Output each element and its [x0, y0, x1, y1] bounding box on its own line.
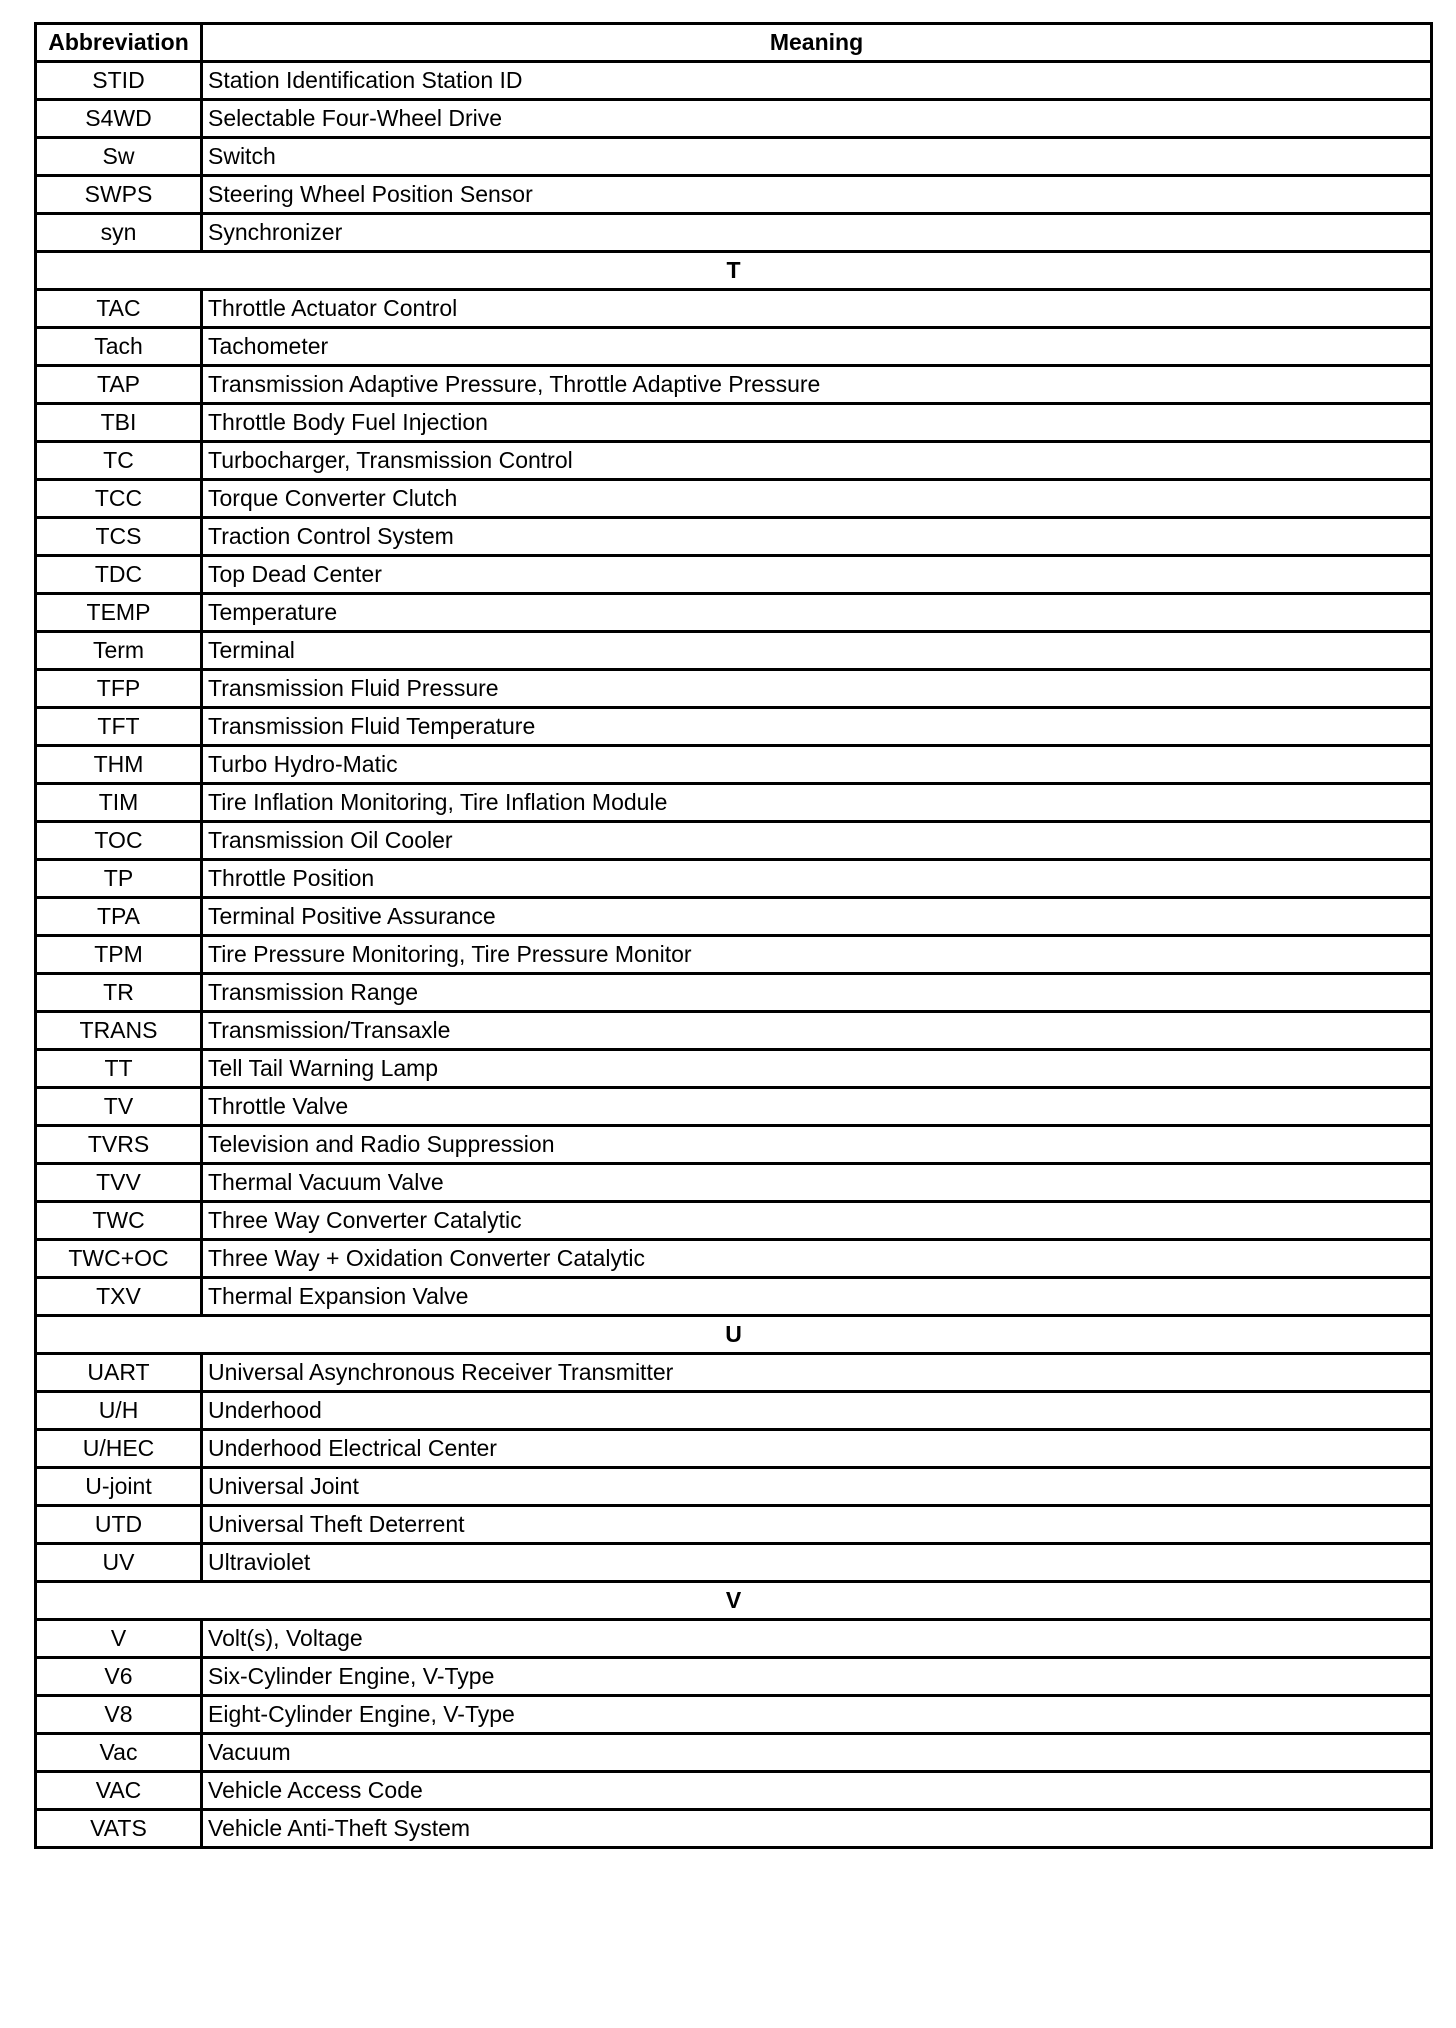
section-letter: T	[36, 252, 1432, 290]
abbreviation-cell: TFP	[36, 670, 202, 708]
abbreviation-cell: TPA	[36, 898, 202, 936]
abbreviation-cell: TPM	[36, 936, 202, 974]
meaning-cell: Universal Theft Deterrent	[202, 1506, 1432, 1544]
table-row	[36, 62, 1432, 100]
meaning-cell: Eight-Cylinder Engine, V-Type	[202, 1696, 1432, 1734]
meaning-cell: Vehicle Access Code	[202, 1772, 1432, 1810]
table-row	[36, 1468, 1432, 1506]
abbreviation-cell: Sw	[36, 138, 202, 176]
meaning-cell: Turbocharger, Transmission Control	[202, 442, 1432, 480]
table-row	[36, 670, 1432, 708]
abbreviation-cell: U/HEC	[36, 1430, 202, 1468]
table-row	[36, 366, 1432, 404]
meaning-cell: Thermal Expansion Valve	[202, 1278, 1432, 1316]
table-row	[36, 518, 1432, 556]
meaning-cell: Tire Pressure Monitoring, Tire Pressure Monitor	[202, 936, 1432, 974]
abbreviation-cell: TCS	[36, 518, 202, 556]
meaning-cell: Ultraviolet	[202, 1544, 1432, 1582]
meaning-cell: Underhood Electrical Center	[202, 1430, 1432, 1468]
abbreviation-cell: TDC	[36, 556, 202, 594]
table-row	[36, 822, 1432, 860]
section-letter: U	[36, 1316, 1432, 1354]
table-row	[36, 1278, 1432, 1316]
abbreviation-cell: TR	[36, 974, 202, 1012]
abbreviation-cell: V8	[36, 1696, 202, 1734]
meaning-cell: Six-Cylinder Engine, V-Type	[202, 1658, 1432, 1696]
meaning-cell: Transmission/Transaxle	[202, 1012, 1432, 1050]
meaning-cell: Tire Inflation Monitoring, Tire Inflation Module	[202, 784, 1432, 822]
abbreviation-cell: U-joint	[36, 1468, 202, 1506]
abbreviation-cell: TIM	[36, 784, 202, 822]
meaning-cell: Transmission Adaptive Pressure, Throttle Adaptive Pressure	[202, 366, 1432, 404]
table-header	[36, 24, 1432, 62]
table-row	[36, 290, 1432, 328]
table-row	[36, 632, 1432, 670]
table-row	[36, 138, 1432, 176]
abbreviation-cell: TAC	[36, 290, 202, 328]
meaning-cell: Steering Wheel Position Sensor	[202, 176, 1432, 214]
abbreviation-cell: TWC+OC	[36, 1240, 202, 1278]
header-row	[36, 24, 1432, 62]
abbreviation-cell: TXV	[36, 1278, 202, 1316]
meaning-cell: Terminal	[202, 632, 1432, 670]
abbreviation-cell: TRANS	[36, 1012, 202, 1050]
meaning-cell: Top Dead Center	[202, 556, 1432, 594]
meaning-cell: Three Way + Oxidation Converter Catalytic	[202, 1240, 1432, 1278]
abbreviation-cell: TVV	[36, 1164, 202, 1202]
abbreviation-cell: TT	[36, 1050, 202, 1088]
table-row	[36, 404, 1432, 442]
table-row	[36, 1734, 1432, 1772]
table-row	[36, 328, 1432, 366]
meaning-cell: Switch	[202, 138, 1432, 176]
abbreviation-cell: TCC	[36, 480, 202, 518]
meaning-cell: Volt(s), Voltage	[202, 1620, 1432, 1658]
table-row	[36, 556, 1432, 594]
meaning-cell: Vehicle Anti-Theft System	[202, 1810, 1432, 1848]
table-row	[36, 1544, 1432, 1582]
table-row	[36, 1810, 1432, 1848]
table-row	[36, 1772, 1432, 1810]
table-row	[36, 1050, 1432, 1088]
meaning-cell: Three Way Converter Catalytic	[202, 1202, 1432, 1240]
table-row	[36, 1392, 1432, 1430]
abbreviation-cell: TC	[36, 442, 202, 480]
table-row	[36, 594, 1432, 632]
abbreviation-cell: UTD	[36, 1506, 202, 1544]
meaning-cell: Torque Converter Clutch	[202, 480, 1432, 518]
table-row	[36, 974, 1432, 1012]
table-row	[36, 708, 1432, 746]
meaning-cell: Thermal Vacuum Valve	[202, 1164, 1432, 1202]
abbreviation-cell: STID	[36, 62, 202, 100]
abbreviation-cell: S4WD	[36, 100, 202, 138]
meaning-cell: Turbo Hydro-Matic	[202, 746, 1432, 784]
table-row	[36, 176, 1432, 214]
meaning-cell: Traction Control System	[202, 518, 1432, 556]
abbreviation-column-header: Abbreviation	[36, 24, 202, 62]
table-row	[36, 1696, 1432, 1734]
table-row	[36, 1126, 1432, 1164]
table-row	[36, 1506, 1432, 1544]
abbreviation-cell: Vac	[36, 1734, 202, 1772]
meaning-cell: Transmission Oil Cooler	[202, 822, 1432, 860]
meaning-cell: Throttle Valve	[202, 1088, 1432, 1126]
table-row	[36, 1240, 1432, 1278]
table-row	[36, 442, 1432, 480]
meaning-cell: Transmission Fluid Pressure	[202, 670, 1432, 708]
abbreviation-cell: TOC	[36, 822, 202, 860]
meaning-cell: Tachometer	[202, 328, 1432, 366]
meaning-cell: Television and Radio Suppression	[202, 1126, 1432, 1164]
abbreviation-cell: syn	[36, 214, 202, 252]
table-row	[36, 746, 1432, 784]
abbreviation-cell: TEMP	[36, 594, 202, 632]
table-row	[36, 898, 1432, 936]
table-row	[36, 860, 1432, 898]
table-row	[36, 784, 1432, 822]
meaning-cell: Underhood	[202, 1392, 1432, 1430]
abbreviation-cell: THM	[36, 746, 202, 784]
meaning-cell: Transmission Fluid Temperature	[202, 708, 1432, 746]
table-body	[36, 62, 1432, 1848]
table-row	[36, 1012, 1432, 1050]
meaning-cell: Transmission Range	[202, 974, 1432, 1012]
abbreviation-cell: Term	[36, 632, 202, 670]
abbreviation-cell: SWPS	[36, 176, 202, 214]
abbreviation-cell: UV	[36, 1544, 202, 1582]
meaning-column-header: Meaning	[202, 24, 1432, 62]
meaning-cell: Synchronizer	[202, 214, 1432, 252]
meaning-cell: Selectable Four-Wheel Drive	[202, 100, 1432, 138]
section-letter: V	[36, 1582, 1432, 1620]
abbreviation-cell: TVRS	[36, 1126, 202, 1164]
abbreviation-cell: UART	[36, 1354, 202, 1392]
table-row	[36, 214, 1432, 252]
table-row	[36, 1354, 1432, 1392]
abbreviation-cell: VATS	[36, 1810, 202, 1848]
table-row	[36, 1620, 1432, 1658]
abbreviation-cell: TV	[36, 1088, 202, 1126]
table-row	[36, 1164, 1432, 1202]
abbreviation-table	[34, 22, 1433, 1849]
meaning-cell: Terminal Positive Assurance	[202, 898, 1432, 936]
abbreviation-cell: Tach	[36, 328, 202, 366]
meaning-cell: Tell Tail Warning Lamp	[202, 1050, 1432, 1088]
table-row	[36, 1430, 1432, 1468]
meaning-cell: Universal Joint	[202, 1468, 1432, 1506]
meaning-cell: Throttle Actuator Control	[202, 290, 1432, 328]
table-row	[36, 936, 1432, 974]
section-row	[36, 1582, 1432, 1620]
meaning-cell: Vacuum	[202, 1734, 1432, 1772]
abbreviation-cell: V	[36, 1620, 202, 1658]
abbreviation-cell: TFT	[36, 708, 202, 746]
table-row	[36, 100, 1432, 138]
abbreviation-cell: TAP	[36, 366, 202, 404]
table-row	[36, 1088, 1432, 1126]
abbreviation-cell: VAC	[36, 1772, 202, 1810]
abbreviation-cell: U/H	[36, 1392, 202, 1430]
meaning-cell: Station Identification Station ID	[202, 62, 1432, 100]
meaning-cell: Universal Asynchronous Receiver Transmitter	[202, 1354, 1432, 1392]
abbreviation-cell: TWC	[36, 1202, 202, 1240]
abbreviation-cell: V6	[36, 1658, 202, 1696]
table-row	[36, 1658, 1432, 1696]
meaning-cell: Temperature	[202, 594, 1432, 632]
table-row	[36, 1202, 1432, 1240]
abbreviation-cell: TP	[36, 860, 202, 898]
abbreviation-cell: TBI	[36, 404, 202, 442]
meaning-cell: Throttle Body Fuel Injection	[202, 404, 1432, 442]
meaning-cell: Throttle Position	[202, 860, 1432, 898]
section-row	[36, 1316, 1432, 1354]
section-row	[36, 252, 1432, 290]
table-row	[36, 480, 1432, 518]
